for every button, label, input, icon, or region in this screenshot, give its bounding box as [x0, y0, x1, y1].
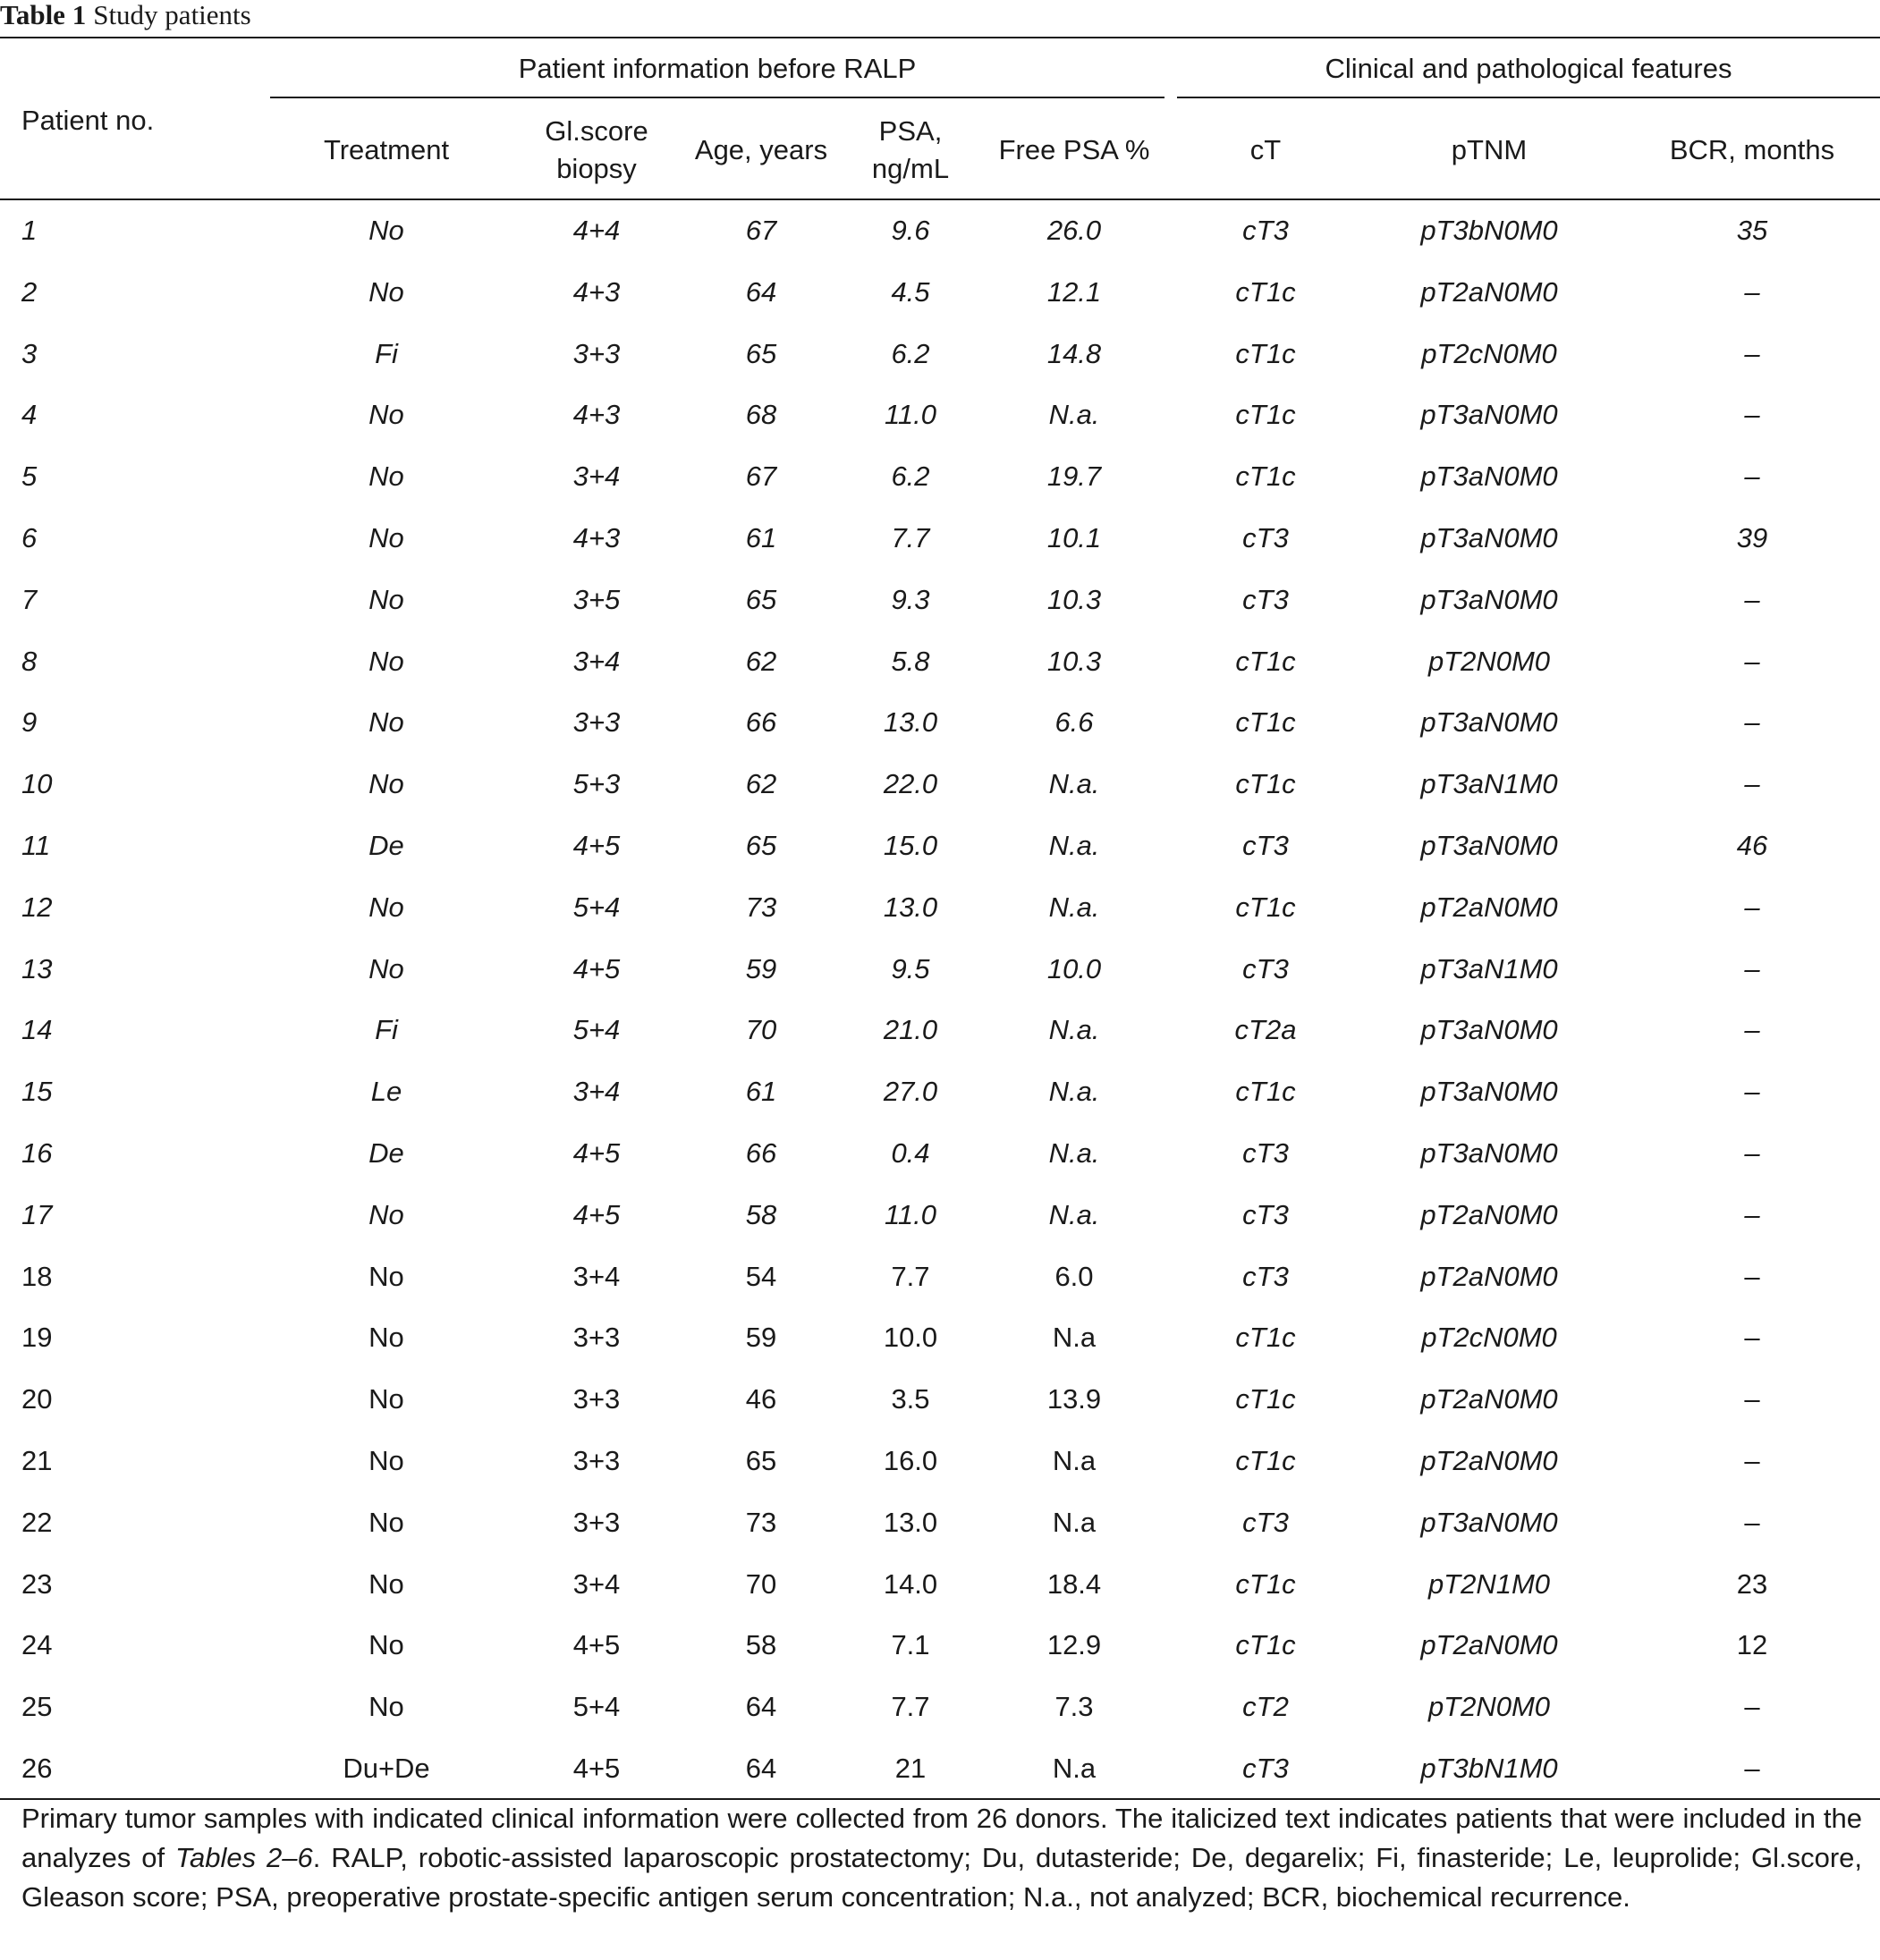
ct-cell: cT1c [1235, 891, 1296, 923]
free-psa-cell: 19.7 [1046, 460, 1102, 493]
age-cell: 65 [745, 1444, 777, 1476]
free-psa-cell: 12.9 [1046, 1629, 1102, 1661]
age-cell: 61 [745, 521, 777, 553]
ct-cell: cT1c [1235, 1322, 1296, 1354]
gl-score-cell: 4+3 [572, 521, 621, 553]
header-ct: cT [1249, 134, 1282, 165]
bcr-cell: – [1744, 1691, 1760, 1723]
patient-no-cell: 5 [21, 460, 38, 493]
ct-cell: cT3 [1242, 1198, 1289, 1230]
ct-cell: cT1c [1235, 1567, 1296, 1600]
table-row [0, 631, 1880, 693]
treatment-cell: De [368, 829, 404, 861]
patient-no-cell: 21 [21, 1444, 53, 1476]
ct-cell: cT3 [1242, 1752, 1289, 1784]
ptnm-cell: pT2aN0M0 [1420, 1629, 1558, 1661]
patient-no-cell: 16 [21, 1136, 53, 1169]
free-psa-cell: 18.4 [1046, 1567, 1102, 1600]
psa-cell: 7.7 [891, 521, 930, 553]
patient-no-cell: 9 [21, 706, 38, 739]
age-cell: 54 [745, 1260, 777, 1292]
free-psa-cell: 10.1 [1046, 521, 1102, 553]
ct-cell: cT3 [1242, 952, 1289, 984]
bcr-cell: – [1744, 768, 1760, 800]
table-row [0, 508, 1880, 570]
free-psa-cell: N.a. [1048, 891, 1100, 923]
gl-score-cell: 4+5 [572, 1752, 621, 1784]
header-free-psa: Free PSA % [998, 134, 1150, 165]
psa-cell: 21.0 [883, 1014, 938, 1046]
table-row [0, 1492, 1880, 1554]
free-psa-cell: N.a [1052, 1506, 1097, 1538]
table-row [0, 939, 1880, 1001]
bcr-cell: – [1744, 952, 1760, 984]
table-row [0, 262, 1880, 324]
free-psa-cell: N.a. [1048, 829, 1100, 861]
header-psa-line1: PSA, [878, 115, 943, 147]
gl-score-cell: 3+4 [572, 645, 621, 677]
bcr-cell: 12 [1736, 1629, 1768, 1661]
treatment-cell: Fi [375, 1014, 398, 1046]
ptnm-cell: pT2aN0M0 [1420, 1444, 1558, 1476]
psa-cell: 9.6 [891, 215, 930, 246]
age-cell: 46 [745, 1383, 777, 1415]
gl-score-cell: 4+4 [572, 215, 621, 246]
gl-score-cell: 3+4 [572, 1076, 621, 1108]
patient-no-cell: 13 [21, 952, 53, 984]
table-row [0, 1431, 1880, 1492]
bcr-cell: – [1744, 399, 1760, 431]
bcr-cell: – [1744, 460, 1760, 493]
header-group-clinical-features: Clinical and pathological features [1325, 53, 1732, 84]
age-cell: 66 [745, 1136, 777, 1169]
ptnm-cell: pT3aN0M0 [1420, 521, 1558, 553]
ct-cell: cT2a [1234, 1014, 1297, 1046]
table-row [0, 815, 1880, 877]
gl-score-cell: 5+3 [572, 768, 621, 800]
table-caption-title: Study patients [93, 0, 251, 30]
gl-score-cell: 3+3 [572, 1444, 621, 1476]
free-psa-cell: N.a [1052, 1752, 1097, 1784]
bcr-cell: – [1744, 1322, 1760, 1354]
gl-score-cell: 4+3 [572, 275, 621, 308]
table-row [0, 1615, 1880, 1677]
ptnm-cell: pT3aN0M0 [1420, 460, 1558, 493]
psa-cell: 16.0 [883, 1444, 938, 1476]
age-cell: 73 [745, 1506, 777, 1538]
free-psa-cell: 26.0 [1046, 215, 1102, 246]
patient-no-cell: 18 [21, 1260, 53, 1292]
bcr-cell: – [1744, 891, 1760, 923]
treatment-cell: No [368, 521, 404, 553]
psa-cell: 15.0 [883, 829, 938, 861]
free-psa-cell: N.a. [1048, 1198, 1100, 1230]
table-caption [0, 0, 251, 32]
ptnm-cell: pT3aN0M0 [1420, 829, 1558, 861]
gl-score-cell: 3+3 [572, 1322, 621, 1354]
table-row [0, 754, 1880, 815]
ct-cell: cT3 [1242, 583, 1289, 615]
psa-cell: 21 [894, 1752, 927, 1784]
gl-score-cell: 3+4 [572, 460, 621, 493]
treatment-cell: No [368, 583, 404, 615]
treatment-cell: No [368, 952, 404, 984]
psa-cell: 9.5 [891, 952, 930, 984]
age-cell: 68 [745, 399, 777, 431]
free-psa-cell: N.a. [1048, 1076, 1100, 1108]
bcr-cell: – [1744, 1198, 1760, 1230]
ptnm-cell: pT3aN1M0 [1420, 768, 1558, 800]
ptnm-cell: pT3bN0M0 [1420, 215, 1558, 246]
age-cell: 67 [745, 460, 777, 493]
age-cell: 65 [745, 829, 777, 861]
psa-cell: 6.2 [891, 460, 930, 493]
patient-no-cell: 17 [21, 1198, 53, 1230]
gl-score-cell: 4+3 [572, 399, 621, 431]
free-psa-cell: N.a [1052, 1444, 1097, 1476]
header-psa [821, 113, 1000, 188]
header-ptnm: pTNM [1451, 134, 1528, 165]
gl-score-cell: 3+5 [572, 583, 621, 615]
bcr-cell: – [1744, 1014, 1760, 1046]
ptnm-cell: pT3aN0M0 [1420, 583, 1558, 615]
table-row [0, 324, 1880, 385]
free-psa-cell: 10.3 [1046, 645, 1102, 677]
gl-score-cell: 3+4 [572, 1260, 621, 1292]
ct-cell: cT1c [1235, 1629, 1296, 1661]
age-cell: 64 [745, 1752, 777, 1784]
ct-cell: cT1c [1235, 645, 1296, 677]
age-cell: 62 [745, 768, 777, 800]
ptnm-cell: pT2aN0M0 [1420, 1383, 1558, 1415]
ct-cell: cT3 [1242, 215, 1289, 246]
ptnm-cell: pT3bN1M0 [1420, 1752, 1558, 1784]
ct-cell: cT2 [1242, 1691, 1289, 1723]
treatment-cell: Fi [375, 337, 398, 369]
age-cell: 58 [745, 1629, 777, 1661]
age-cell: 65 [745, 583, 777, 615]
ct-cell: cT1c [1235, 1444, 1296, 1476]
bcr-cell: – [1744, 583, 1760, 615]
ct-cell: cT3 [1242, 829, 1289, 861]
age-cell: 70 [745, 1567, 777, 1600]
psa-cell: 6.2 [891, 337, 930, 369]
table-body [0, 200, 1880, 1800]
treatment-cell: No [368, 399, 404, 431]
treatment-cell: No [368, 706, 404, 739]
ptnm-cell: pT2N0M0 [1427, 645, 1551, 677]
ct-cell: cT1c [1235, 706, 1296, 739]
ptnm-cell: pT3aN0M0 [1420, 1014, 1558, 1046]
treatment-cell: No [368, 1383, 404, 1415]
treatment-cell: Le [370, 1076, 402, 1108]
header-gl-score [507, 113, 686, 188]
treatment-cell: No [368, 1260, 404, 1292]
patient-no-cell: 3 [21, 337, 38, 369]
age-cell: 58 [745, 1198, 777, 1230]
psa-cell: 22.0 [883, 768, 938, 800]
treatment-cell: No [368, 1322, 404, 1354]
patient-no-cell: 26 [21, 1752, 53, 1784]
free-psa-cell: N.a [1052, 1322, 1097, 1354]
psa-cell: 27.0 [883, 1076, 938, 1108]
bcr-cell: – [1744, 1506, 1760, 1538]
treatment-cell: No [368, 215, 404, 246]
age-cell: 73 [745, 891, 777, 923]
ptnm-cell: pT3aN0M0 [1420, 1136, 1558, 1169]
free-psa-cell: N.a. [1048, 768, 1100, 800]
ct-cell: cT1c [1235, 460, 1296, 493]
treatment-cell: De [368, 1136, 404, 1169]
age-cell: 64 [745, 275, 777, 308]
ptnm-cell: pT2cN0M0 [1421, 1322, 1557, 1354]
table-row [0, 1123, 1880, 1185]
age-cell: 70 [745, 1014, 777, 1046]
patient-no-cell: 1 [21, 215, 38, 246]
psa-cell: 9.3 [891, 583, 930, 615]
age-cell: 59 [745, 1322, 777, 1354]
table-row [0, 1307, 1880, 1369]
treatment-cell: No [368, 1198, 404, 1230]
bcr-cell: – [1744, 1260, 1760, 1292]
patient-no-cell: 14 [21, 1014, 53, 1046]
bcr-cell: – [1744, 337, 1760, 369]
patient-no-cell: 22 [21, 1506, 53, 1538]
ct-cell: cT3 [1242, 1136, 1289, 1169]
table-row [0, 692, 1880, 754]
ptnm-cell: pT2aN0M0 [1420, 1260, 1558, 1292]
gl-score-cell: 5+4 [572, 1014, 621, 1046]
ptnm-cell: pT2aN0M0 [1420, 275, 1558, 308]
header-patient-no: Patient no. [21, 105, 155, 136]
table-row [0, 1246, 1880, 1308]
treatment-cell: No [368, 891, 404, 923]
footnote-text-part1: Primary tumor samples with indicated clinical information were collected from 26 donors. The italicized text indicates patients that were included in the analyzes of [21, 1803, 1862, 1873]
free-psa-cell: 7.3 [1054, 1691, 1094, 1723]
gl-score-cell: 3+3 [572, 1383, 621, 1415]
ptnm-cell: pT2cN0M0 [1421, 337, 1557, 369]
table-row [0, 1369, 1880, 1431]
header-gl-score-line1: Gl.score [545, 115, 648, 147]
group-rule-clinical-features [1177, 97, 1880, 98]
age-cell: 66 [745, 706, 777, 739]
treatment-cell: No [368, 1567, 404, 1600]
footnote-text-part2: . RALP, robotic-assisted laparoscopic prostatectomy; Du, dutasteride; De, degarelix; Fi, finasteride; Le, leuprolide; Gl.score, Gleason score; PSA, preoperative prostate-specific antigen serum concentration; N.a., not analyzed; BCR, biochemical recurrence. [21, 1842, 1862, 1913]
ct-cell: cT1c [1235, 768, 1296, 800]
ct-cell: cT1c [1235, 1383, 1296, 1415]
bcr-cell: – [1744, 1076, 1760, 1108]
ptnm-cell: pT3aN0M0 [1420, 706, 1558, 739]
psa-cell: 11.0 [884, 399, 937, 431]
top-rule [0, 37, 1880, 38]
table-row [0, 1738, 1880, 1800]
psa-cell: 13.0 [883, 706, 938, 739]
header-treatment: Treatment [323, 134, 450, 165]
patient-no-cell: 8 [21, 645, 38, 677]
patient-no-cell: 6 [21, 521, 38, 553]
ptnm-cell: pT2aN0M0 [1420, 891, 1558, 923]
table-footnote [21, 1799, 1862, 1917]
treatment-cell: No [368, 1691, 404, 1723]
patient-no-cell: 15 [21, 1076, 53, 1108]
patient-no-cell: 25 [21, 1691, 53, 1723]
ptnm-cell: pT2aN0M0 [1420, 1198, 1558, 1230]
psa-cell: 7.7 [891, 1691, 930, 1723]
bcr-cell: – [1744, 1752, 1760, 1784]
patient-no-cell: 2 [21, 275, 38, 308]
footnote-tables-reference: Tables 2–6 [174, 1842, 313, 1873]
table-row [0, 1000, 1880, 1061]
bcr-cell: – [1744, 1444, 1760, 1476]
gl-score-cell: 4+5 [572, 1629, 621, 1661]
psa-cell: 7.1 [891, 1629, 930, 1661]
table-row [0, 570, 1880, 631]
ct-cell: cT1c [1235, 337, 1296, 369]
psa-cell: 0.4 [891, 1136, 930, 1169]
psa-cell: 5.8 [891, 645, 930, 677]
gl-score-cell: 3+4 [572, 1567, 621, 1600]
age-cell: 64 [745, 1691, 777, 1723]
gl-score-cell: 3+3 [572, 337, 621, 369]
bcr-cell: – [1744, 1136, 1760, 1169]
ptnm-cell: pT2N0M0 [1427, 1691, 1551, 1723]
table-row [0, 200, 1880, 262]
patient-no-cell: 12 [21, 891, 53, 923]
bcr-cell: – [1744, 1383, 1760, 1415]
age-cell: 59 [745, 952, 777, 984]
treatment-cell: Du+De [343, 1752, 430, 1784]
ct-cell: cT3 [1242, 1506, 1289, 1538]
table-row [0, 1554, 1880, 1616]
patient-no-cell: 10 [21, 768, 53, 800]
treatment-cell: No [368, 1444, 404, 1476]
ptnm-cell: pT3aN0M0 [1420, 1506, 1558, 1538]
psa-cell: 11.0 [884, 1198, 937, 1230]
table-row [0, 384, 1880, 446]
free-psa-cell: 13.9 [1046, 1383, 1102, 1415]
psa-cell: 13.0 [883, 891, 938, 923]
bcr-cell: 39 [1736, 521, 1768, 553]
psa-cell: 10.0 [883, 1322, 938, 1354]
header-age: Age, years [694, 134, 828, 165]
gl-score-cell: 4+5 [572, 952, 621, 984]
treatment-cell: No [368, 645, 404, 677]
bcr-cell: – [1744, 706, 1760, 739]
ptnm-cell: pT3aN0M0 [1420, 1076, 1558, 1108]
patient-no-cell: 24 [21, 1629, 53, 1661]
free-psa-cell: N.a. [1048, 1136, 1100, 1169]
bcr-cell: – [1744, 645, 1760, 677]
patient-no-cell: 11 [21, 829, 51, 861]
age-cell: 61 [745, 1076, 777, 1108]
patient-no-cell: 20 [21, 1383, 53, 1415]
header-gl-score-line2: biopsy [556, 153, 637, 184]
ct-cell: cT1c [1235, 275, 1296, 308]
header-bcr: BCR, months [1669, 134, 1835, 165]
treatment-cell: No [368, 275, 404, 308]
gl-score-cell: 3+3 [572, 1506, 621, 1538]
patient-no-cell: 4 [21, 399, 38, 431]
gl-score-cell: 5+4 [572, 891, 621, 923]
bcr-cell: 46 [1736, 829, 1768, 861]
age-cell: 65 [745, 337, 777, 369]
psa-cell: 14.0 [883, 1567, 938, 1600]
ptnm-cell: pT3aN0M0 [1420, 399, 1558, 431]
free-psa-cell: N.a. [1048, 1014, 1100, 1046]
age-cell: 62 [745, 645, 777, 677]
treatment-cell: No [368, 1506, 404, 1538]
treatment-cell: No [368, 460, 404, 493]
psa-cell: 3.5 [891, 1383, 930, 1415]
free-psa-cell: 10.3 [1046, 583, 1102, 615]
ct-cell: cT1c [1235, 1076, 1296, 1108]
patient-no-cell: 23 [21, 1567, 53, 1600]
table-row [0, 1677, 1880, 1738]
free-psa-cell: 10.0 [1046, 952, 1102, 984]
patient-no-cell: 19 [21, 1322, 53, 1354]
table-row [0, 446, 1880, 508]
group-rule-before-ralp [270, 97, 1164, 98]
bcr-cell: 23 [1736, 1567, 1768, 1600]
treatment-cell: No [368, 1629, 404, 1661]
ptnm-cell: pT2N1M0 [1427, 1567, 1551, 1600]
free-psa-cell: 6.0 [1054, 1260, 1094, 1292]
header-group-before-ralp: Patient information before RALP [518, 53, 917, 84]
age-cell: 67 [745, 215, 777, 246]
ct-cell: cT3 [1242, 1260, 1289, 1292]
gl-score-cell: 3+3 [572, 706, 621, 739]
table-row [0, 1185, 1880, 1246]
bcr-cell: 35 [1736, 215, 1768, 246]
header-psa-line2: ng/mL [871, 153, 950, 184]
treatment-cell: No [368, 768, 404, 800]
table-caption-label: Table 1 [0, 0, 87, 30]
free-psa-cell: 14.8 [1046, 337, 1102, 369]
psa-cell: 4.5 [891, 275, 930, 308]
gl-score-cell: 4+5 [572, 829, 621, 861]
ptnm-cell: pT3aN1M0 [1420, 952, 1558, 984]
ct-cell: cT1c [1235, 399, 1296, 431]
table-row [0, 1061, 1880, 1123]
free-psa-cell: 12.1 [1046, 275, 1102, 308]
gl-score-cell: 5+4 [572, 1691, 621, 1723]
gl-score-cell: 4+5 [572, 1198, 621, 1230]
psa-cell: 13.0 [883, 1506, 938, 1538]
bcr-cell: – [1744, 275, 1760, 308]
gl-score-cell: 4+5 [572, 1136, 621, 1169]
patient-no-cell: 7 [21, 583, 38, 615]
table-row [0, 877, 1880, 939]
free-psa-cell: N.a. [1048, 399, 1100, 431]
free-psa-cell: 6.6 [1054, 706, 1094, 739]
psa-cell: 7.7 [891, 1260, 930, 1292]
ct-cell: cT3 [1242, 521, 1289, 553]
